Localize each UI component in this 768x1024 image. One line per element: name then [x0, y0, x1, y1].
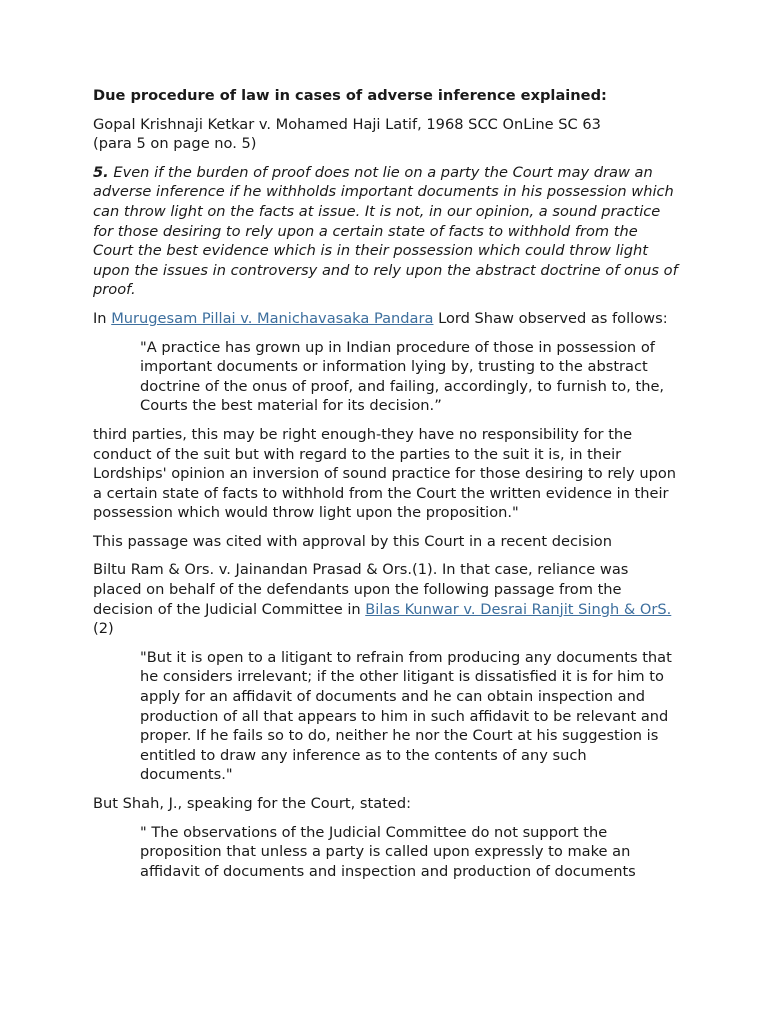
document-page	[93, 86, 678, 890]
paragraph-lord-shaw	[93, 309, 678, 329]
paragraph-biltu-text: Biltu Ram & Ors. v. Jainandan Prasad & Ors.(1). In that case, reliance was placed on behalf of the defendants upon the following passage from the decision of the Judicial Committee in	[93, 561, 629, 618]
citation-line1: Gopal Krishnaji Ketkar v. Mohamed Haji Latif, 1968 SCC OnLine SC 63	[93, 115, 601, 133]
case-citation	[93, 115, 678, 154]
paragraph-5-text: Even if the burden of proof does not lie on a party the Court may draw an adverse inference if he withholds important documents in his possession which can throw light on the facts at issue. It is not, in our opinion, a sound practice for those desiring to rely upon a certain state of facts to withhold from the Court the best evidence which is in their possession which could throw light upon the issues in controversy and to rely upon the abstract doctrine of onus of proof.	[93, 163, 678, 299]
paragraph-number: 5.	[93, 163, 109, 181]
paragraph-biltu-suffix: (2)	[93, 620, 114, 638]
block-quote-3: " The observations of the Judicial Committee do not support the proposition that unless a party is called upon expressly to make an affidavit of documents and inspection and production of documents	[140, 823, 636, 880]
link-murugesam-pillai[interactable]: Murugesam Pillai v. Manichavasaka Pandara	[111, 309, 434, 327]
block-quote-2: "But it is open to a litigant to refrain from producing any documents that he considers irrelevant; if the other litigant is dissatisfied it is for him to apply for an affidavit of documents and he can obtain inspection and production of all that appears to him in such affidavit to be relevant and proper. If he fails so to do, neither he nor the Court at his suggestion is entitled to draw any inference as to the contents of any such documents."	[140, 648, 672, 784]
citation-line2: (para 5 on page no. 5)	[93, 135, 257, 153]
section-heading: Due procedure of law in cases of adverse inference explained:	[93, 87, 607, 104]
block-quote-1: "A practice has grown up in Indian procedure of those in possession of important documents or information lying by, trusting to the abstract doctrine of the onus of proof, and failing, accordingly, to furnish to, the, Courts the best material for its decision.”	[140, 338, 665, 415]
paragraph-shah: But Shah, J., speaking for the Court, stated:	[93, 795, 412, 812]
link-bilas-kunwar[interactable]: Bilas Kunwar v. Desrai Ranjit Singh & OrS.	[365, 600, 672, 618]
paragraph-biltu-ram	[93, 560, 678, 638]
paragraph-suffix: Lord Shaw observed as follows:	[433, 309, 668, 327]
paragraph-5	[93, 163, 678, 300]
paragraph-prefix: In	[93, 309, 112, 327]
paragraph-cited-approval: This passage was cited with approval by this Court in a recent decision	[93, 532, 612, 550]
paragraph-third-parties: third parties, this may be right enough-they have no responsibility for the conduct of the suit but with regard to the parties to the suit it is, in their Lordships' opinion an inversion of sound practice for those desiring to rely upon a certain state of facts to withhold from the Court the written evidence in their possession which would throw light upon the proposition."	[93, 425, 677, 522]
